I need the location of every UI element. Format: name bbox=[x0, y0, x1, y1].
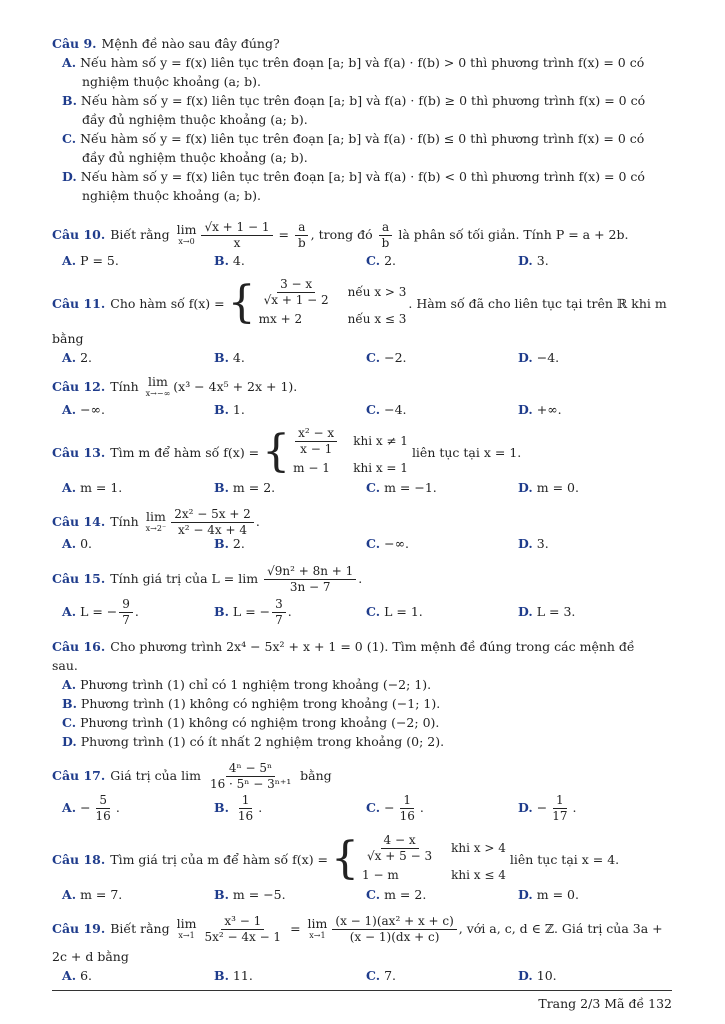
piecewise-cases: $\frac{3 - x}{√x + 1 - 2}$ nếu x > 3 mx + 2 nếu x ≤ 3 bbox=[258, 277, 407, 326]
limit-fraction: $\frac{\text{√9n² + 8n + 1}}{3n - 7}$ bbox=[264, 564, 356, 595]
question-label: Câu 13. bbox=[52, 444, 106, 460]
piecewise-brace: { bbox=[331, 833, 360, 884]
option-c[interactable]: C. 2. bbox=[366, 253, 397, 268]
limit-operator: lim x→1 bbox=[307, 915, 328, 940]
limit-operator: lim x→0 bbox=[176, 221, 197, 246]
fraction-a-b: $\frac{a}{b}$ bbox=[295, 220, 309, 251]
question-label: Câu 16. bbox=[52, 639, 106, 654]
option-d[interactable]: D. −4. bbox=[518, 350, 560, 365]
option-a[interactable]: A. 0. bbox=[62, 536, 92, 551]
option-b[interactable]: B. 11. bbox=[214, 968, 253, 983]
question-19: Câu 19. Biết rằng lim x→1 $\frac{\text{x³ − 1}}{\text{5x² − 4x − 1}}$ = lim x→1 $\frac{\text{(x − 1)(ax² + x + c)}}{(x - 1)(dx + c)}$ , với a, c, d ∈ ℤ. Giá trị của 3a + 2c + d bằng A. 6. B. 11. C. 7. D. 10. bbox=[52, 914, 663, 983]
limit-operator: lim x→1 bbox=[176, 915, 197, 940]
option-a[interactable]: A. Nếu hàm số y = f(x) liên tục trên đoạn [a; b] và f(a) · f(b) > 0 thì phương trình f(x) = 0 có bbox=[62, 55, 645, 70]
question-11: Câu 11. Cho hàm số f(x) = { $\frac{3 - x}{√x + 1 - 2}$ nếu x > 3 mx + 2 nếu x ≤ 3 . Hàm số đã cho liên tục tại trên ℝ khi m bằng A. 2. B. 4. C. −2. D. −4. bbox=[52, 277, 667, 365]
option-b[interactable]: B. $\frac{1}{16}$ . bbox=[214, 793, 263, 823]
option-a[interactable]: A. m = 7. bbox=[62, 887, 123, 902]
option-b[interactable]: B. L = − $\frac{3}{7}$ . bbox=[214, 597, 292, 627]
question-18: Câu 18. Tìm giá trị của m để hàm số f(x) = { $\frac{4 - x}{√x + 5 - 3}$ khi x > 4 1 − m khi x ≤ 4 liên tục tại x = 4. A. m = 7. B. m = −5. C. m = 2. D. m = 0. bbox=[52, 833, 672, 904]
limit-fraction: $\frac{\text{(x − 1)(ax² + x + c)}}{(x - 1)(dx + c)}$ bbox=[332, 914, 456, 945]
question-label: Câu 17. bbox=[52, 768, 106, 783]
limit-operator: lim x→−∞ bbox=[145, 373, 171, 398]
question-label: Câu 15. bbox=[52, 571, 106, 586]
option-d[interactable]: D. 3. bbox=[518, 253, 549, 268]
option-d[interactable]: D. 10. bbox=[518, 968, 557, 983]
question-16: Câu 16. Cho phương trình 2x⁴ − 5x² + x + 1 = 0 (1). Tìm mệnh đề đúng trong các mệnh đề sau. A. Phương trình (1) chỉ có 1 nghiệm trong khoảng (−2; 1). B. Phương trình (1) không có nghiệm trong khoảng (−1; 1). C. Phương trình (1) không có nghiệm trong khoảng (−2; 0). D. Phương trình (1) có ít nhất 2 nghiệm trong khoảng (0; 2). bbox=[52, 637, 672, 751]
exam-page bbox=[52, 34, 672, 992]
question-label: Câu 14. bbox=[52, 514, 106, 529]
option-b[interactable]: B. 2. bbox=[214, 536, 245, 551]
footer-divider bbox=[52, 990, 672, 991]
option-a[interactable]: A. P = 5. bbox=[62, 253, 119, 268]
option-a[interactable]: A. Phương trình (1) chỉ có 1 nghiệm trong khoảng (−2; 1). bbox=[62, 677, 432, 692]
option-c[interactable]: C. −∞. bbox=[366, 536, 409, 551]
option-b[interactable]: B. Nếu hàm số y = f(x) liên tục trên đoạn [a; b] và f(a) · f(b) ≥ 0 thì phương trình f(x) = 0 có bbox=[62, 93, 646, 108]
option-b[interactable]: B. 4. bbox=[214, 350, 245, 365]
option-d[interactable]: D. +∞. bbox=[518, 402, 562, 417]
option-c[interactable]: C. Phương trình (1) không có nghiệm trong khoảng (−2; 0). bbox=[62, 715, 440, 730]
question-label: Câu 18. bbox=[52, 851, 106, 867]
question-text: Mệnh đề nào sau đây đúng? bbox=[101, 36, 280, 51]
limit-fraction: $\frac{\text{x³ − 1}}{\text{5x² − 4x − 1}}$ bbox=[204, 914, 282, 944]
piecewise-cases: $\frac{\text{x² − x}}{x - 1}$ khi x ≠ 1 m − 1 khi x = 1 bbox=[293, 426, 408, 475]
option-a[interactable]: A. m = 1. bbox=[62, 480, 123, 495]
piecewise-cases: $\frac{4 - x}{√x + 5 - 3}$ khi x > 4 1 − m khi x ≤ 4 bbox=[362, 833, 506, 882]
option-d[interactable]: D. − $\frac{1}{17}$ . bbox=[518, 793, 577, 823]
limit-fraction: $\frac{\text{2x² − 5x + 2}}{\text{x² − 4x + 4}}$ bbox=[171, 507, 254, 538]
option-d[interactable]: D. Phương trình (1) có ít nhất 2 nghiệm trong khoảng (0; 2). bbox=[62, 734, 445, 749]
option-d[interactable]: D. L = 3. bbox=[518, 604, 576, 619]
limit-fraction: $\frac{\text{4ⁿ − 5ⁿ}}{\text{16 · 5ⁿ − 3ⁿ⁺¹}}$ bbox=[209, 761, 292, 791]
question-9: Câu 9. Mệnh đề nào sau đây đúng? A. Nếu hàm số y = f(x) liên tục trên đoạn [a; b] và f(a) · f(b) > 0 thì phương trình f(x) = 0 có nghiệm thuộc khoảng (a; b). B. Nếu hàm số y = f(x) liên tục trên đoạn [a; b] và f(a) · f(b) ≥ 0 thì phương trình f(x) = 0 có đầy đủ nghiệm thuộc khoảng (a; b). C. Nếu hàm số y = f(x) liên tục trên đoạn [a; b] và f(a) · f(b) ≤ 0 thì phương trình f(x) = 0 có đầy đủ nghiệm thuộc khoảng (a; b). D. Nếu hàm số y = f(x) liên tục trên đoạn [a; b] và f(a) · f(b) < 0 thì phương trình f(x) = 0 có nghiệm thuộc khoảng (a; b). bbox=[52, 34, 672, 205]
option-c[interactable]: C. −4. bbox=[366, 402, 407, 417]
question-label: Câu 11. bbox=[52, 295, 106, 311]
option-d[interactable]: D. 3. bbox=[518, 536, 549, 551]
question-12: Câu 12. Tính lim x→−∞ (x³ − 4x⁵ + 2x + 1). A. −∞. B. 1. C. −4. D. +∞. bbox=[52, 374, 672, 419]
fraction-a-b: $\frac{a}{b}$ bbox=[379, 220, 393, 251]
limit-fraction: $\frac{√x + 1 - 1}{x}$ bbox=[201, 220, 272, 251]
question-label: Câu 12. bbox=[52, 379, 106, 394]
option-a[interactable]: A. − $\frac{5}{16}$ . bbox=[62, 793, 120, 823]
option-b[interactable]: B. 1. bbox=[214, 402, 245, 417]
option-c[interactable]: C. − $\frac{1}{16}$ . bbox=[366, 793, 424, 823]
option-b[interactable]: B. m = −5. bbox=[214, 887, 286, 902]
option-d[interactable]: D. m = 0. bbox=[518, 480, 579, 495]
question-label: Câu 10. bbox=[52, 227, 106, 242]
option-a[interactable]: A. L = − $\frac{9}{7}$ . bbox=[62, 597, 139, 627]
option-c[interactable]: C. 7. bbox=[366, 968, 397, 983]
page-footer: Trang 2/3 Mã đề 132 bbox=[538, 996, 672, 1011]
piecewise-brace: { bbox=[262, 426, 291, 477]
option-c[interactable]: C. −2. bbox=[366, 350, 407, 365]
piecewise-brace: { bbox=[227, 277, 256, 328]
question-label: Câu 19. bbox=[52, 921, 106, 936]
question-17: Câu 17. Giá trị của lim $\frac{\text{4ⁿ − 5ⁿ}}{\text{16 · 5ⁿ − 3ⁿ⁺¹}}$ bằng A. − $\frac{5}{16}$ . B. $\frac{1}{16}$ . C. − $\frac{1}{16}$ . D. − $\frac{1}{17}$ . bbox=[52, 758, 672, 826]
option-c[interactable]: C. m = −1. bbox=[366, 480, 437, 495]
option-b[interactable]: B. Phương trình (1) không có nghiệm trong khoảng (−1; 1). bbox=[62, 696, 441, 711]
option-a[interactable]: A. −∞. bbox=[62, 402, 105, 417]
option-d[interactable]: D. Nếu hàm số y = f(x) liên tục trên đoạn [a; b] và f(a) · f(b) < 0 thì phương trình f(x) = 0 có bbox=[62, 169, 645, 184]
option-c[interactable]: C. L = 1. bbox=[366, 604, 423, 619]
question-label: Câu 9. bbox=[52, 36, 97, 51]
option-c[interactable]: C. Nếu hàm số y = f(x) liên tục trên đoạn [a; b] và f(a) · f(b) ≤ 0 thì phương trình f(x) = 0 có bbox=[62, 131, 645, 146]
option-b[interactable]: B. m = 2. bbox=[214, 480, 276, 495]
option-c[interactable]: C. m = 2. bbox=[366, 887, 427, 902]
option-d[interactable]: D. m = 0. bbox=[518, 887, 579, 902]
question-10: Câu 10. Biết rằng lim x→0 $\frac{√x + 1 - 1}{x}$ = $\frac{a}{b}$ , trong đó $\frac{a}{b}$ là phân số tối giản. Tính P = a + 2b. A. P = 5. B. 4. C. 2. D. 3. bbox=[52, 215, 672, 270]
option-a[interactable]: A. 6. bbox=[62, 968, 92, 983]
question-13: Câu 13. Tìm m để hàm số f(x) = { $\frac{\text{x² − x}}{x - 1}$ khi x ≠ 1 m − 1 khi x = 1 liên tục tại x = 1. A. m = 1. B. m = 2. C. m = −1. D. m = 0. bbox=[52, 426, 672, 497]
limit-operator: lim x→2⁻ bbox=[145, 508, 167, 533]
question-15: Câu 15. Tính giá trị của L = lim $\frac{\text{√9n² + 8n + 1}}{3n - 7}$ . A. L = − $\frac{9}{7}$ . B. L = − $\frac{3}{7}$ . C. L = 1. D. L = 3. bbox=[52, 560, 672, 630]
option-a[interactable]: A. 2. bbox=[62, 350, 92, 365]
option-b[interactable]: B. 4. bbox=[214, 253, 245, 268]
question-14: Câu 14. Tính lim x→2⁻ $\frac{\text{2x² − 5x + 2}}{\text{x² − 4x + 4}}$ . A. 0. B. 2. C. −∞. D. 3. bbox=[52, 504, 672, 553]
